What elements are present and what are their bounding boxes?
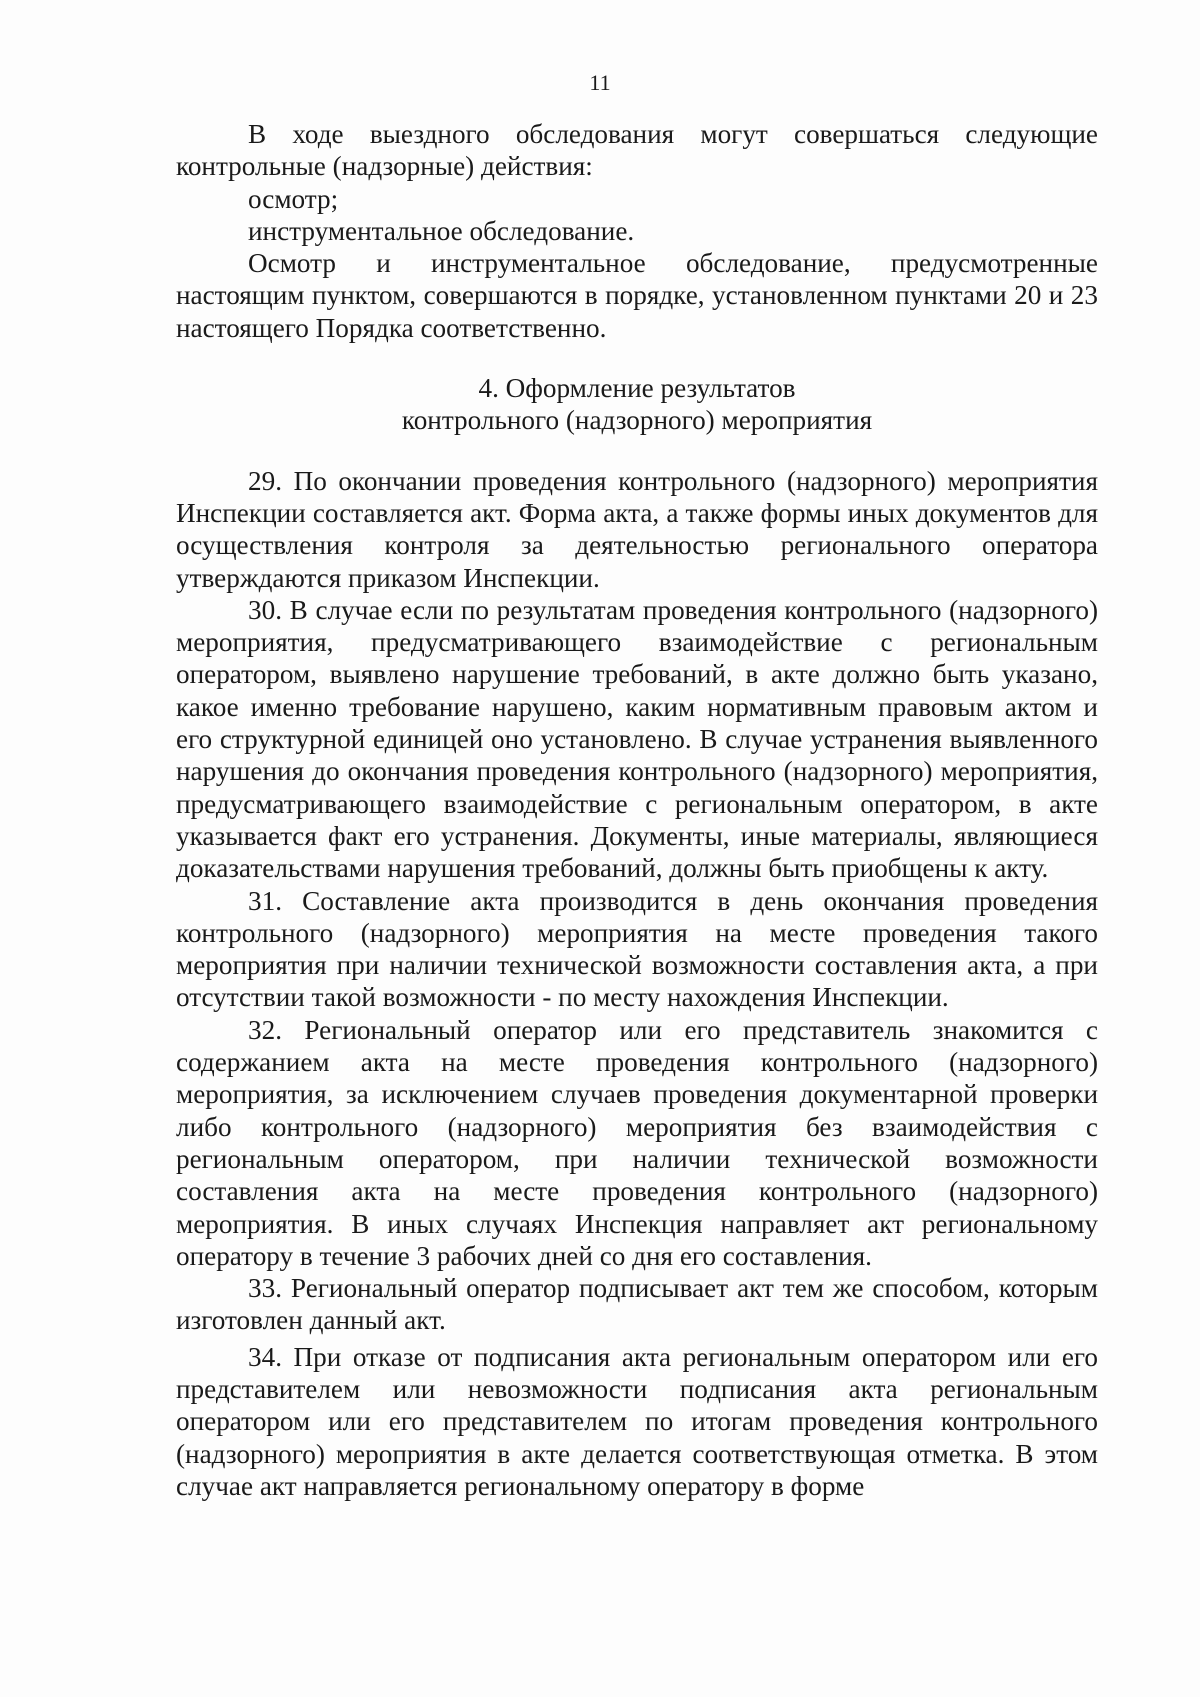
paragraph-instrumental-item: инструментальное обследование. — [248, 215, 635, 246]
paragraph-32: 32. Региональный оператор или его представитель знакомится с содержанием акта на месте проведения контрольного (надзорного) мероприятия, за исключением случаев проведения документарной проверки либо контрольного (надзорного) мероприятия без взаимодействия с региональным оператором, при наличии технической возможности составления акта на месте проведения контрольного (надзорного) мероприятия. В иных случаях Инспекция направляет акт региональному оператору в течение 3 рабочих дней со дня его составления. — [176, 1014, 1098, 1271]
paragraph-inspection-item: осмотр; — [248, 183, 339, 214]
section-title-line-2: контрольного (надзорного) мероприятия — [401, 405, 873, 436]
paragraph-31: 31. Составление акта производится в день окончания проведения контрольного (надзорного) мероприятия на месте проведения такого мероприятия при наличии технической возможности составления акта, а при отсутствии такой возможности - по месту нахождения Инспекции. — [176, 885, 1098, 1013]
paragraph-34: 34. При отказе от подписания акта региональным оператором или его представителем или невозможности подписания акта региональным оператором или его представителем по итогам проведения контрольного (надзорного) мероприятия в акте делается соответствующая отметка. В этом случае акт направляется региональному оператору в форме — [176, 1341, 1098, 1501]
paragraph-30: 30. В случае если по результатам проведения контрольного (надзорного) мероприятия, предусматривающего взаимодействие с региональным оператором, выявлено нарушение требований, в акте должно быть указано, какое именно требование нарушено, каким нормативным правовым актом и его структурной единицей оно установлено. В случае устранения выявленного нарушения до окончания проведения контрольного (надзорного) мероприятия, предусматривающего взаимодействие с региональным оператором, в акте указывается факт его устранения. Документы, иные материалы, являющиеся доказательствами нарушения требований, должны быть приобщены к акту. — [176, 594, 1098, 884]
paragraph-intro-actions: В ходе выездного обследования могут совершаться следующие контрольные (надзорные) действия: — [176, 119, 1098, 182]
paragraph-33: 33. Региональный оператор подписывает акт тем же способом, которым изготовлен данный акт. — [176, 1273, 1098, 1336]
section-heading — [176, 372, 1098, 437]
paragraph-29: 29. По окончании проведения контрольного (надзорного) мероприятия Инспекции составляется акт. Форма акта, а также формы иных документов для осуществления контроля за деятельностью регионального оператора утверждаются приказом Инспекции. — [176, 465, 1098, 593]
section-title-line-1: 4. Оформление результатов — [478, 373, 796, 404]
document-body — [176, 118, 1098, 1502]
page-number: 11 — [589, 70, 611, 95]
paragraph-procedure-reference: Осмотр и инструментальное обследование, предусмотренные настоящим пунктом, совершаются в порядке, установленном пунктами 20 и 23 настоящего Порядка соответственно. — [176, 248, 1098, 343]
